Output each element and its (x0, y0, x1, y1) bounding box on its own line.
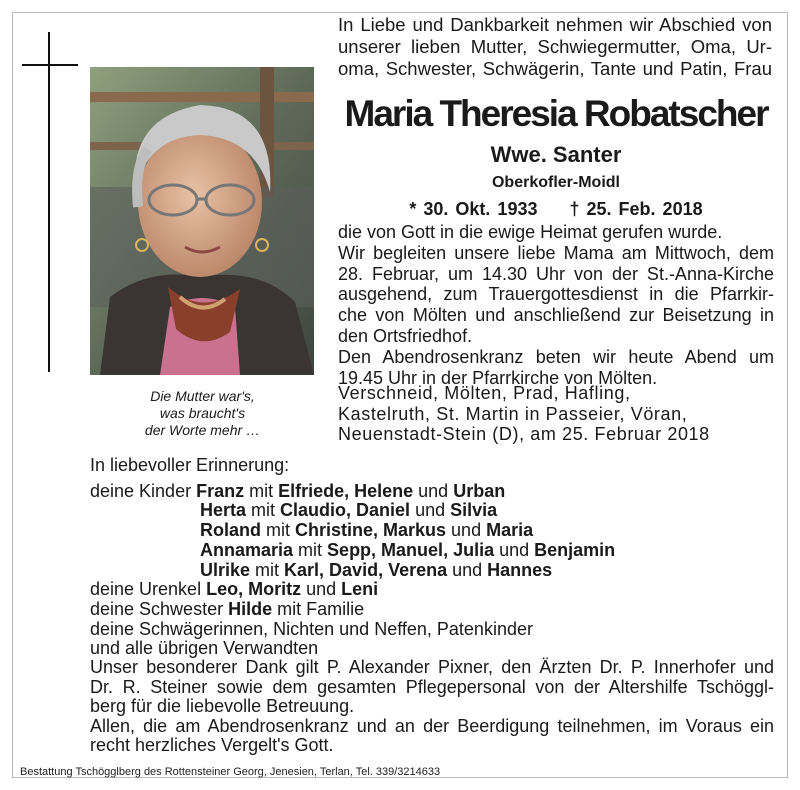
family-row-others: und alle übrigen Verwandten (90, 638, 319, 659)
house-name: Oberkofler-Moidl (491, 174, 620, 191)
portrait-photo (90, 67, 314, 375)
memorial-quote: Die Mutter war's, was braucht's der Worte mehr … (144, 388, 261, 438)
family-heading: In liebevoller Erinnerung: (90, 455, 290, 475)
funeral-notice: die von Gott in die ewige Heimat gerufen wurde. Wir begleiten unsere liebe Mama am Mittwoch, dem 28. Februar, um 14.30 Uhr von der St.-Anna-Kirche ausgehend, zum Trauergottesdienst in die Pfarrkir- che von Mölten und anschließend zur Beisetzung in den Ortsfriedhof. Den Abendrosenkranz beten wir heute Abend um 19.45 Uhr in der Pfarrkirche von Mölten. (338, 222, 774, 388)
family-row-children: deine Kinder Franz mit Elfriede, Helene und Urban (90, 480, 506, 501)
widow-name: Wwe. Santer (490, 142, 622, 167)
deceased-name: Maria Theresia Robatscher (344, 93, 768, 134)
family-row-sister: deine Schwester Hilde mit Familie (90, 598, 365, 619)
family-row-child: Herta mit Claudio, Daniel und Silvia (200, 500, 498, 521)
death-date: † 25. Feb. 2018 (569, 199, 703, 219)
family-row-child: Ulrike mit Karl, David, Verena und Hannes (200, 559, 553, 580)
life-dates (338, 198, 774, 220)
thanks-text: Unser besonderer Dank gilt P. Alexander Pixner, den Ärzten Dr. P. Innerhofer und Dr. R. Steiner sowie dem gesamten Pflegepersonal von der Altershilfe Tschöggl- berg für die liebevolle Betreuung. Allen, die am Abendrosenkranz und an der Beerdigung teilnehmen, im Voraus ein recht herzliches Vergelt's Gott. (90, 657, 774, 756)
family-row-great-grandchildren: deine Urenkel Leo, Moritz und Leni (90, 579, 379, 600)
intro-text: In Liebe und Dankbarkeit nehmen wir Abschied von unserer lieben Mutter, Schwiegermutter, Oma, Ur- oma, Schwester, Schwägerin, Tante und Patin, Frau (338, 14, 772, 79)
family-row-inlaws: deine Schwägerinnen, Nichten und Neffen, Patenkinder (90, 618, 533, 639)
places-and-date: Verschneid, Mölten, Prad, Hafling, Kastelruth, St. Martin in Passeier, Vöran, Neuenstadt-Stein (D), am 25. Februar 2018 (338, 383, 710, 444)
family-list (90, 456, 780, 659)
family-row-child: Roland mit Christine, Markus und Maria (200, 520, 534, 541)
birth-date: * 30. Okt. 1933 (409, 199, 538, 219)
funeral-home-footer: Bestattung Tschögglberg des Rottensteiner Georg, Jenesien, Terlan, Tel. 339/3214633 (20, 766, 441, 778)
family-row-child: Annamaria mit Sepp, Manuel, Julia und Benjamin (200, 539, 616, 560)
